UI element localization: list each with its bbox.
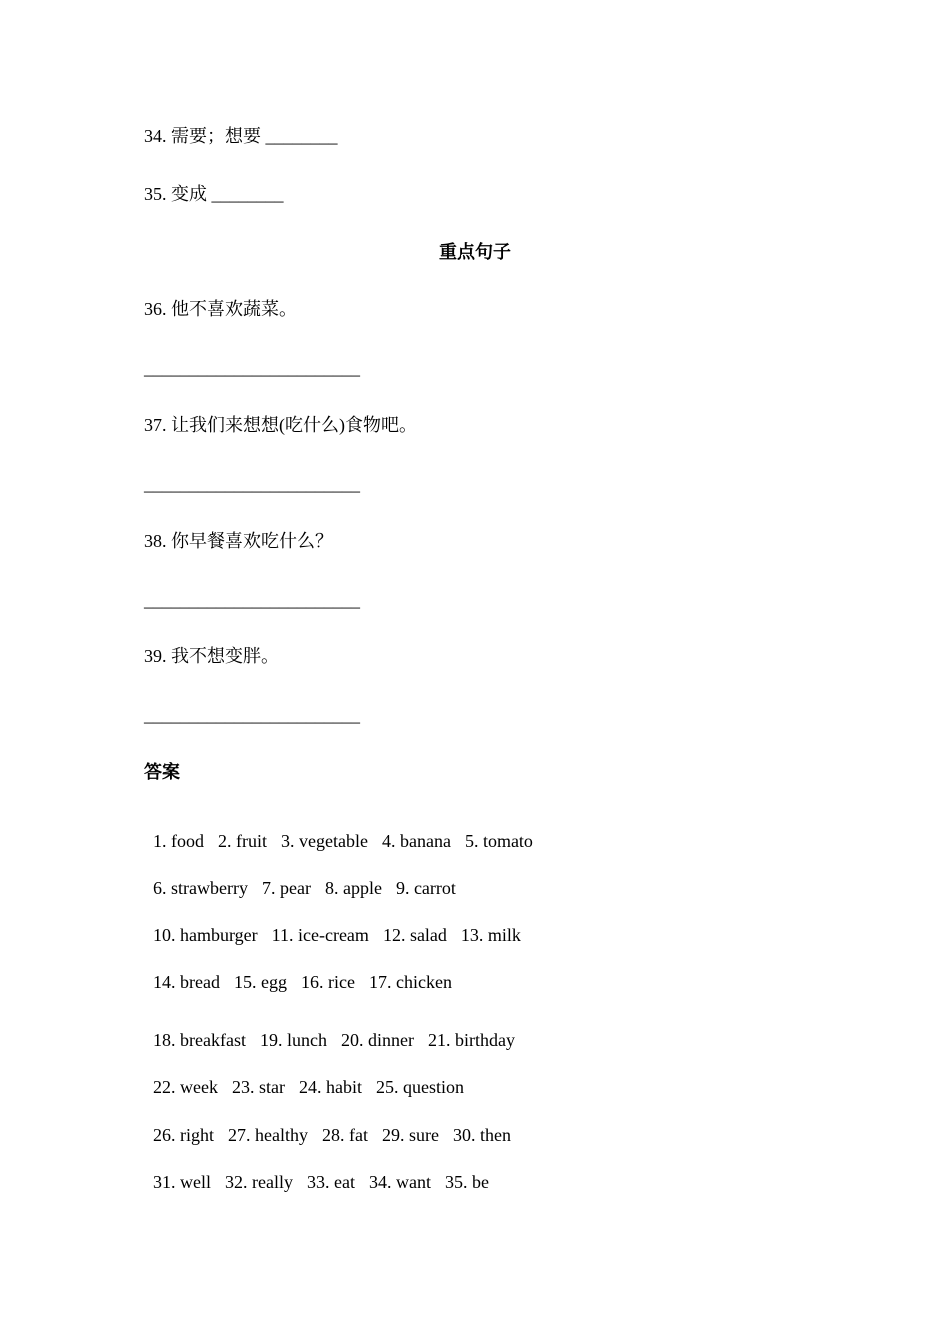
answer-item: 26. right <box>153 1125 214 1145</box>
answer-item: 4. banana <box>381 831 451 851</box>
section-title-answers: 答案 <box>144 762 180 782</box>
answer-item: 22. week <box>153 1077 218 1097</box>
answer-row-8 <box>144 1149 489 1193</box>
sentence-item-37: 37. 让我们来想想(吃什么)食物吧。 <box>144 415 417 435</box>
answer-item: 21. birthday <box>427 1030 515 1050</box>
answer-item: 34. want <box>368 1172 431 1192</box>
answer-item: 16. rice <box>300 972 355 992</box>
answer-blank-37: ________________________ <box>144 474 360 494</box>
answer-item: 5. tomato <box>464 831 533 851</box>
answer-item: 25. question <box>375 1077 464 1097</box>
answer-blank-36: ________________________ <box>144 358 360 378</box>
answer-item: 18. breakfast <box>153 1030 246 1050</box>
answer-item: 10. hamburger <box>153 925 258 945</box>
answer-item: 31. well <box>153 1172 211 1192</box>
answer-row-4 <box>144 949 452 993</box>
answer-item: 1. food <box>153 831 204 851</box>
answer-item: 23. star <box>231 1077 285 1097</box>
vocab-item-35: 35. 变成 ________ <box>144 184 284 204</box>
answer-item: 8. apple <box>324 878 382 898</box>
answer-item: 3. vegetable <box>281 831 368 851</box>
answer-item: 11. ice-cream <box>271 925 369 945</box>
answer-row-7 <box>144 1102 511 1146</box>
answer-item: 32. really <box>225 1172 293 1192</box>
answer-item: 35. be <box>444 1172 489 1192</box>
answer-item: 12. salad <box>382 925 447 945</box>
answer-item: 2. fruit <box>218 831 267 851</box>
answer-item: 15. egg <box>233 972 287 992</box>
answer-row-5 <box>144 1007 515 1051</box>
answer-item: 29. sure <box>381 1125 439 1145</box>
answer-row-2 <box>144 855 456 899</box>
answer-item: 27. healthy <box>228 1125 308 1145</box>
sentence-item-36: 36. 他不喜欢蔬菜。 <box>144 299 297 319</box>
answer-item: 30. then <box>452 1125 511 1145</box>
sentence-item-38: 38. 你早餐喜欢吃什么？ <box>144 531 333 551</box>
answer-row-3 <box>144 902 521 946</box>
answer-blank-39: ________________________ <box>144 705 360 725</box>
answer-item: 17. chicken <box>368 972 452 992</box>
answer-item: 13. milk <box>460 925 521 945</box>
answer-item: 9. carrot <box>395 878 456 898</box>
answer-item: 33. eat <box>306 1172 355 1192</box>
answer-row-6 <box>144 1054 464 1098</box>
answer-item: 14. bread <box>153 972 220 992</box>
answer-item: 20. dinner <box>340 1030 414 1050</box>
answer-item: 19. lunch <box>259 1030 327 1050</box>
answer-row-1 <box>144 808 533 852</box>
answer-item: 28. fat <box>321 1125 368 1145</box>
answer-item: 7. pear <box>261 878 311 898</box>
answer-blank-38: ________________________ <box>144 590 360 610</box>
sentence-item-39: 39. 我不想变胖。 <box>144 646 279 666</box>
section-title-key-sentences: 重点句子 <box>439 242 511 262</box>
answer-item: 24. habit <box>298 1077 362 1097</box>
vocab-item-34: 34. 需要；想要 ________ <box>144 126 338 146</box>
answer-item: 6. strawberry <box>153 878 248 898</box>
